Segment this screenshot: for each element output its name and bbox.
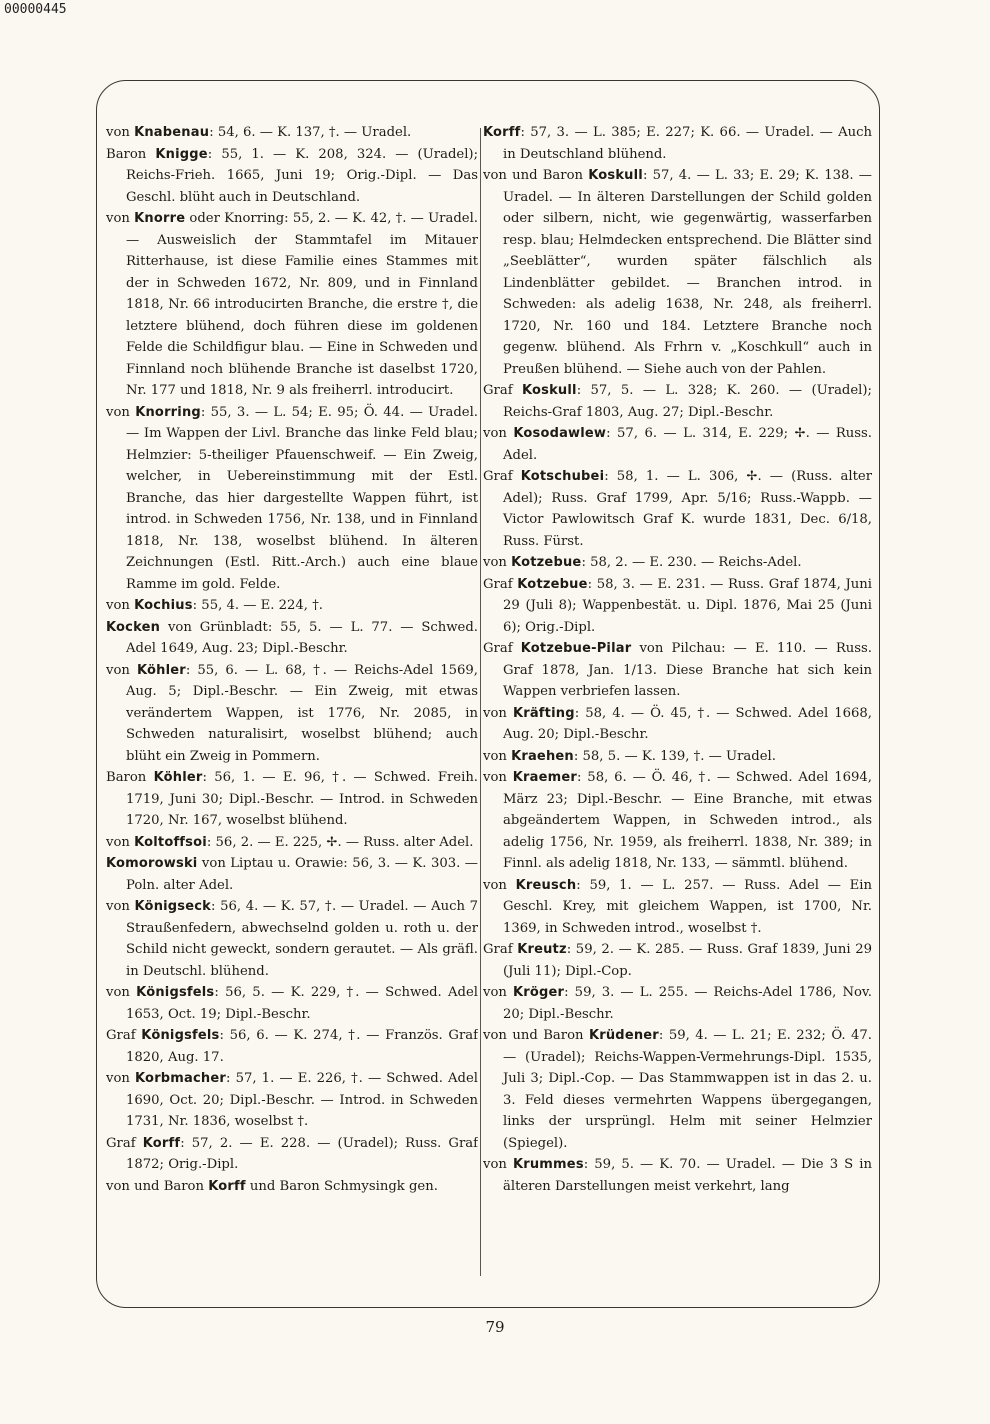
entry-prefix: von und Baron [106,1178,209,1194]
entry-text: : 56, 5. — K. 229, †. — Schwed. Adel 1653, Oct. 19; Dipl.-Beschr. [126,985,478,1022]
entry-text: : 59, 2. — K. 285. — Russ. Graf 1839, Juni 29 (Juli 11); Dipl.-Cop. [503,942,872,979]
register-entry [483,1154,872,1197]
family-name: Korff [483,125,521,140]
family-name: Kotzebue-Pilar [520,641,632,656]
scan-id: 00000445 [4,2,67,17]
family-name: Koskull [521,383,577,398]
entry-prefix: von [483,985,513,1000]
family-name: Kraehen [511,748,574,764]
register-entry [483,165,872,380]
family-name: Köhler [136,662,186,678]
page-number: 79 [485,1318,505,1336]
entry-prefix: von [106,1071,136,1086]
entry-prefix: Graf [483,942,518,957]
entry-prefix: von [106,834,135,850]
entry-prefix: von [483,426,514,441]
register-entry [106,617,478,660]
register-entry [483,574,872,639]
register-entry [483,122,872,165]
register-entry [483,466,872,552]
entry-prefix: von [106,598,135,613]
entry-text: : 57, 6. — L. 314, E. 229; ✢. — Russ. Adel. [503,426,872,463]
family-name: Kotschubei [520,469,605,484]
entry-prefix: von [106,211,135,226]
register-entry [106,122,478,144]
entry-text: : 56, 4. — K. 57, †. — Uradel. — Auch 7 Straußenfedern, abwechselnd golden u. roth u. der Schild nicht geweckt, sondern gerautet. — Als gräfl. in Deutschl. blühend. [126,899,478,979]
entry-prefix: Graf [106,1028,142,1043]
family-name: Köhler [153,770,203,785]
family-name: Knabenau [134,125,210,140]
entry-text: : 55, 4. — E. 224, †. [192,598,323,613]
family-name: Knorre [134,211,186,226]
entry-prefix: von [106,899,135,914]
family-name: Königsfels [136,985,215,1000]
register-entry [106,982,478,1025]
family-name: Kröger [512,985,565,1000]
entry-text: : 58, 6. — Ö. 46, †. — Schwed. Adel 1694, März 23; Dipl.-Beschr. — Eine Branche, mit etwas abgeändertem Wappen, in Schweden introd., als adelig 1756, Nr. 1959, als freiherrl. 1838, Nr. 389; in Finnl. als adelig 1818, Nr. 133, — sämmtl. blühend. [503,770,872,871]
register-entry [483,939,872,982]
entry-text: : 57, 2. — E. 228. — (Uradel); Russ. Graf 1872; Orig.-Dipl. [126,1135,478,1172]
family-name: Komorowski [106,856,198,871]
entry-text: : 55, 1. — K. 208, 324. — (Uradel); Reichs-Frieh. 1665, Juni 19; Orig.-Dipl. — Das Geschl. blüht auch in Deutschland. [126,146,478,205]
family-name: Koskull [588,168,643,183]
register-entry [106,832,478,854]
entry-text: : 55, 3. — L. 54; E. 95; Ö. 44. — Uradel. — Im Wappen der Livl. Branche das linke Feld blau; Helmzier: 5-theiliger Pfauenschweif. — Ein Zweig, welcher, in Uebereinstimmung mit der Estl. Branche, das hier dargestellte Wappen führt, ist introd. in Schweden 1756, Nr. 138, und in Finnland 1818, Nr. 138, woselbst blühend. In älteren Zeichnungen (Estl. Ritt.-Arch.) auch eine blaue Ramme im gold. Felde. [126,404,478,592]
right-column [483,122,872,1282]
register-entry [106,853,478,896]
entry-prefix: von [106,985,137,1000]
family-name: Königsfels [141,1028,220,1043]
family-name: Korff [208,1178,246,1194]
entry-prefix: von [483,705,513,721]
entry-prefix: von [106,125,135,140]
register-entry [106,660,478,768]
family-name: Korff [142,1135,181,1151]
entry-prefix: von [483,555,512,570]
family-name: Kraemer [512,770,577,785]
entry-text: : 59, 5. — K. 70. — Uradel. — Die 3 S in älteren Darstellungen meist verkehrt, lang [503,1157,872,1194]
register-entry [483,380,872,423]
register-entry [106,896,478,982]
register-entry [483,746,872,768]
register-entry [106,402,478,596]
register-entry [106,1133,478,1176]
family-name: Krummes [512,1157,584,1172]
family-name: Kräfting [512,705,575,721]
register-entry [106,595,478,617]
entry-text: : 57, 3. — L. 385; E. 227; K. 66. — Uradel. — Auch in Deutschland blühend. [503,125,872,162]
entry-text: : 59, 1. — L. 257. — Russ. Adel — Ein Geschl. Krey, mit gleichem Wappen, ist 1700, Nr. 1369, in Schweden introd., woselbst †. [503,877,872,936]
family-name: Kotzebue [517,576,588,592]
family-name: Königseck [134,899,212,914]
entry-text: : 59, 4. — L. 21; E. 232; Ö. 47. — (Uradel); Reichs-Wappen-Vermehrungs-Dipl. 1535, Juli 3; Dipl.-Cop. — Das Stammwappen ist in das 2. u. 3. Feld dieses vermehrten Wappens übergegangen, links der ursprüngl. Helm mit seiner Helmzier (Spiegel). [503,1028,872,1151]
entry-text: und Baron Schmysingk gen. [245,1178,438,1194]
left-column [106,122,478,1282]
family-name: Kreutz [517,942,567,957]
entry-text: : 58, 1. — L. 306, ✢. — (Russ. alter Adel); Russ. Graf 1799, Apr. 5/16; Russ.-Wappb. — Victor Pawlowitsch Graf K. wurde 1831, Dec. 6/18, Russ. Fürst. [503,469,872,549]
entry-text: : 56, 1. — E. 96, †. — Schwed. Freih. 1719, Juni 30; Dipl.-Beschr. — Introd. in Schweden 1720, Nr. 167, woselbst blühend. [126,770,478,828]
register-entry [483,703,872,746]
entry-text: oder Knorring: 55, 2. — K. 42, †. — Uradel. — Ausweislich der Stammtafel im Mitauer Ritterhause, ist diese Familie eines Stammes mit der in Schweden 1672, Nr. 809, und in Finnland 1818, Nr. 66 introducirten Branche, die erstre †, die letztere blühend, doch führen diese im goldenen Felde die Schildfigur blau. — Eine in Schweden und Finnland noch blühende Branche ist daselbst 1720, Nr. 177 und 1818, Nr. 9 als freiherrl. introducirt. [126,211,478,398]
entry-text: : 56, 2. — E. 225, ✢. — Russ. alter Adel. [206,834,474,850]
entry-prefix: von und Baron [483,1028,589,1043]
entry-text: von Grünbladt: 55, 5. — L. 77. — Schwed. Adel 1649, Aug. 23; Dipl.-Beschr. [126,619,478,656]
register-entry [483,552,872,574]
register-entry [483,1025,872,1154]
register-entry [106,208,478,402]
register-entry [483,982,872,1025]
family-name: Krüdener [588,1028,659,1043]
column-divider [480,128,481,1276]
family-name: Knorring [135,404,201,420]
entry-prefix: von [483,770,513,785]
register-entry [106,144,478,209]
entry-text: : 59, 3. — L. 255. — Reichs-Adel 1786, Nov. 20; Dipl.-Beschr. [503,985,872,1022]
register-entry [483,875,872,940]
entry-text: von Liptau u. Orawie: 56, 3. — K. 303. — Poln. alter Adel. [126,856,478,893]
entry-text: : 58, 3. — E. 231. — Russ. Graf 1874, Juni 29 (Juli 8); Wappenbestät. u. Dipl. 1876, Mai 25 (Juni 6); Orig.-Dipl. [503,576,872,635]
family-name: Koltoffsoi [134,834,207,850]
entry-prefix: von [106,404,136,420]
family-name: Kotzebue [511,555,582,570]
family-name: Korbmacher [135,1071,227,1086]
entry-prefix: von [106,662,137,678]
family-name: Kocken [106,619,161,635]
register-entry [483,767,872,875]
entry-prefix: von [483,748,512,764]
register-entry [106,1068,478,1133]
entry-prefix: Graf [483,469,521,484]
entry-text: : 58, 4. — Ö. 45, †. — Schwed. Adel 1668, Aug. 20; Dipl.-Beschr. [503,705,872,742]
register-entry [483,423,872,466]
entry-prefix: Baron [106,146,156,162]
family-name: Kochius [134,598,193,613]
register-entry [106,767,478,832]
entry-prefix: von und Baron [483,168,589,183]
entry-prefix: von [483,877,516,893]
entry-prefix: Graf [483,641,521,656]
entry-text: von Pilchau: — E. 110. — Russ. Graf 1878, Jan. 1/13. Diese Branche hat sich kein Wappen verbriefen lassen. [503,641,872,699]
register-entry [106,1025,478,1068]
family-name: Kreusch [515,877,577,893]
family-name: Kosodawlew [513,426,607,441]
entry-text: : 56, 6. — K. 274, †. — Französ. Graf 1820, Aug. 17. [126,1028,478,1065]
entry-text: : 57, 4. — L. 33; E. 29; K. 138. — Uradel. — In älteren Darstellungen der Schild golden oder silbern, nicht, wie gegenwärtig, wasserfarben resp. blau; Helmdecken entsprechend. Die Blätter sind „Seeblätter“, wurden später fälschlich als Lindenblätter gebildet. — Branchen introd. in Schweden: als adelig 1638, Nr. 248, als freiherrl. 1720, Nr. 160 und 184. Letztere Branche noch gegenw. blühend. Als Frhrn v. „Koschkull“ auch in Preußen blühend. — Siehe auch von der Pahlen. [503,168,872,377]
entry-text: : 57, 5. — L. 328; K. 260. — (Uradel); Reichs-Graf 1803, Aug. 27; Dipl.-Beschr. [503,383,872,420]
entry-prefix: Graf [483,576,518,592]
entry-prefix: Graf [106,1135,143,1151]
register-entry [483,638,872,703]
entry-prefix: Baron [106,770,154,785]
entry-text: : 57, 1. — E. 226, †. — Schwed. Adel 1690, Oct. 20; Dipl.-Beschr. — Introd. in Schweden 1731, Nr. 1836, woselbst †. [126,1071,478,1129]
entry-prefix: von [483,1157,513,1172]
register-entry [106,1176,478,1198]
entry-text: : 55, 6. — L. 68, †. — Reichs-Adel 1569, Aug. 5; Dipl.-Beschr. — Ein Zweig, mit etwas verändertem Wappen, ist 1776, Nr. 2085, in Schweden naturalisirt, woselbst blühend; auch blüht ein Zweig in Pommern. [126,662,478,764]
entry-text: : 54, 6. — K. 137, †. — Uradel. [209,125,412,140]
family-name: Knigge [155,146,208,162]
entry-text: : 58, 5. — K. 139, †. — Uradel. [573,748,776,764]
entry-prefix: Graf [483,383,522,398]
entry-text: : 58, 2. — E. 230. — Reichs-Adel. [581,555,802,570]
